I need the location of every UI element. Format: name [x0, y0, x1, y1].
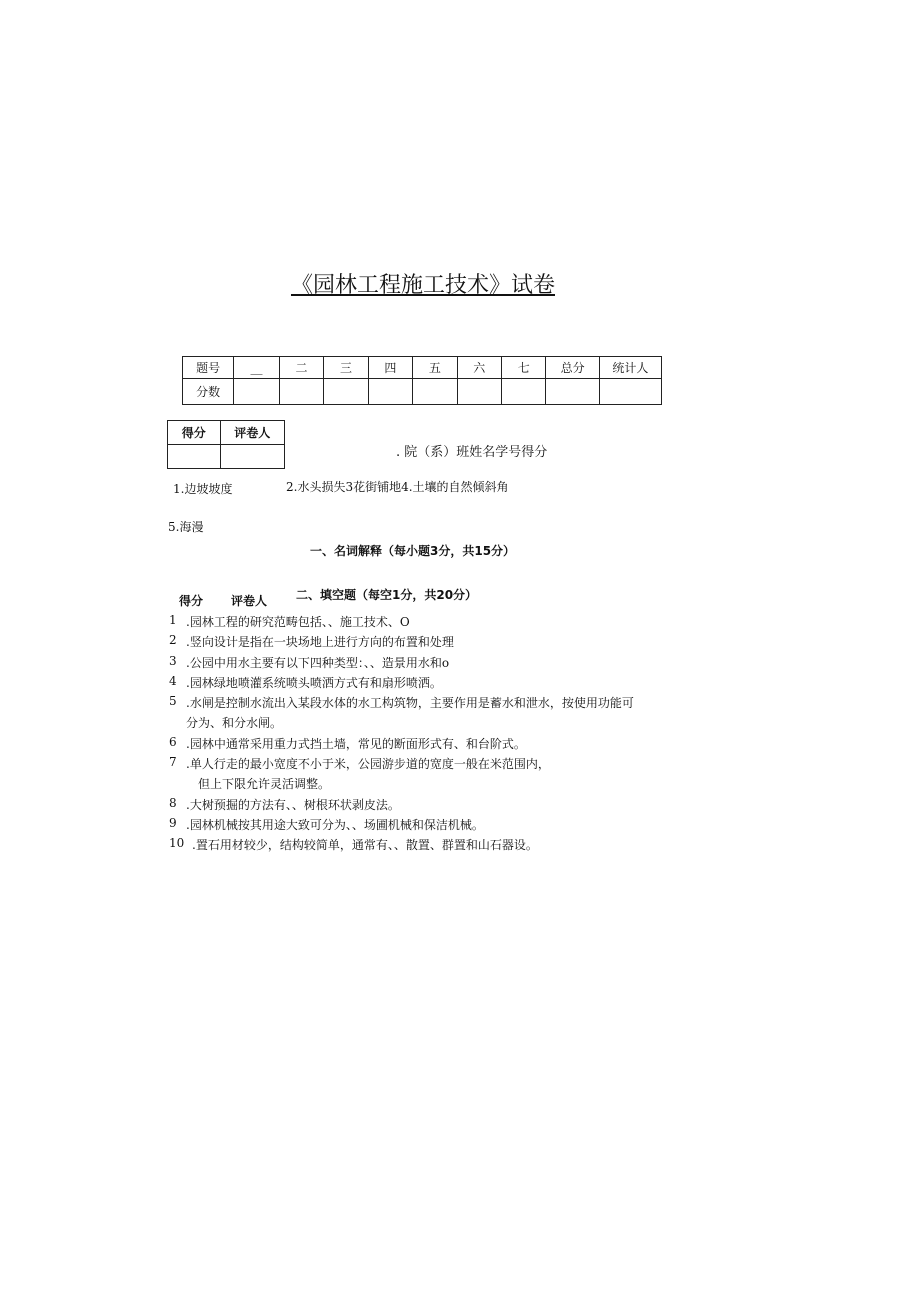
score-table-header-cell: 七 — [502, 357, 546, 379]
question-text-continued: 分为、和分水闸。 — [186, 716, 283, 730]
score-table-header-cell: 四 — [368, 357, 412, 379]
score-table-score-row — [183, 379, 662, 405]
question-number: 9 — [169, 816, 177, 830]
score-table-header-cell: 五 — [413, 357, 457, 379]
question-text: .竖向设计是指在一块场地上进行方向的布置和处理 — [186, 635, 454, 649]
section-2-title: 二、填空题（每空1分，共20分） — [296, 588, 478, 602]
section-1-title: 一、名词解释（每小题3分，共15分） — [310, 544, 516, 558]
question-number: 1 — [169, 613, 177, 627]
grader-box — [167, 420, 285, 469]
question-text: .园林中通常采用重力式挡土墙，常见的断面形式有、和台阶式。 — [186, 737, 526, 751]
question-number: 5 — [169, 694, 177, 708]
question-text: .水闸是控制水流出入某段水体的水工构筑物，主要作用是蓄水和泄水，按使用功能可 — [186, 696, 634, 710]
grader-box-grader-label: 评卷人 — [220, 421, 284, 445]
score-cell[interactable] — [599, 379, 661, 405]
score-cell[interactable] — [457, 379, 501, 405]
question-text: .大树预掘的方法有、、树根环状剥皮法。 — [186, 798, 400, 812]
score-table-header-cell: 二 — [279, 357, 323, 379]
question-text: .公园中用水主要有以下四种类型：、、造景用水和o — [186, 656, 450, 670]
grader-box-grader-cell[interactable] — [220, 445, 284, 469]
score-table-header-row — [183, 357, 662, 379]
score-table-header-cell: 三 — [324, 357, 368, 379]
score-cell[interactable] — [413, 379, 457, 405]
score-cell[interactable] — [546, 379, 599, 405]
score-table-header-cell: 总分 — [546, 357, 599, 379]
question-text: .园林工程的研究范畴包括、、施工技术、O — [186, 615, 410, 629]
score-table-header-cell: 统计人 — [599, 357, 661, 379]
question-number: 3 — [169, 654, 177, 668]
section-2-score-label: 得分 — [179, 594, 204, 608]
question-number: 10 — [169, 836, 185, 850]
score-row-label: 分数 — [183, 379, 234, 405]
score-table-header-cell: __ — [234, 357, 279, 379]
question-text: .置石用材较少，结构较简单，通常有、、散置、群置和山石器设。 — [192, 838, 538, 852]
student-info-line: . 院（系）班姓名学号得分 — [396, 445, 548, 460]
grader-box-score-cell[interactable] — [168, 445, 221, 469]
term-item: 1.边坡坡度 — [173, 482, 233, 496]
question-text: .园林机械按其用途大致可分为、、场圃机械和保洁机械。 — [186, 818, 484, 832]
score-table — [182, 356, 662, 405]
term-item: 2.水头损失3花街铺地4.土壤的自然倾斜角 — [286, 480, 509, 494]
score-cell[interactable] — [502, 379, 546, 405]
term-item: 5.海漫 — [168, 520, 204, 534]
score-cell[interactable] — [324, 379, 368, 405]
question-number: 7 — [169, 755, 177, 769]
score-table-header-cell: 六 — [457, 357, 501, 379]
section-2-grader-label: 评卷人 — [231, 594, 268, 608]
page-title: 《园林工程施工技术》试卷 — [290, 273, 555, 298]
question-number: 2 — [169, 633, 177, 647]
question-number: 8 — [169, 796, 177, 810]
score-cell[interactable] — [368, 379, 412, 405]
question-text: .园林绿地喷灌系统喷头喷洒方式有和扇形喷洒。 — [186, 676, 442, 690]
grader-box-score-label: 得分 — [168, 421, 221, 445]
score-table-header-cell: 题号 — [183, 357, 234, 379]
question-number: 4 — [169, 674, 177, 688]
question-text-continued: 但上下限允许灵活调整。 — [198, 777, 331, 791]
question-number: 6 — [169, 735, 177, 749]
question-text: .单人行走的最小宽度不小于米，公园游步道的宽度一般在米范围内， — [186, 757, 550, 771]
score-cell[interactable] — [234, 379, 279, 405]
score-cell[interactable] — [279, 379, 323, 405]
